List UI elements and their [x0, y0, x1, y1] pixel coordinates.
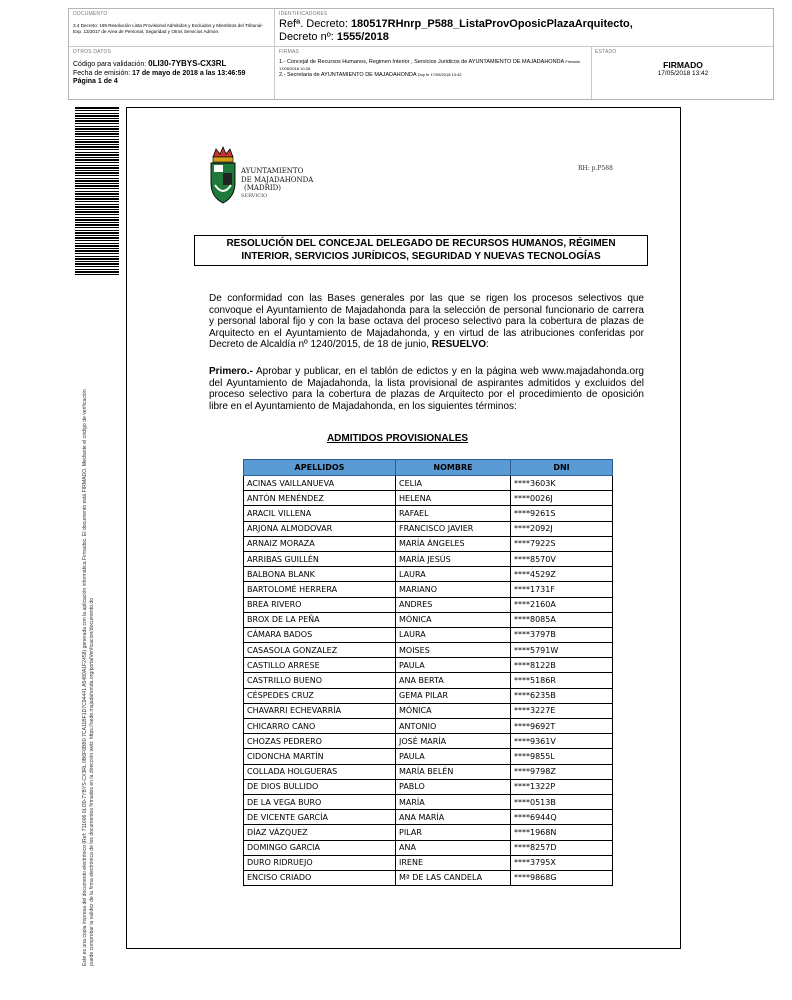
header-nombre: NOMBRE: [396, 460, 511, 476]
codigo-value: 0LI30-7YBYS-CX3RL: [148, 59, 227, 68]
estado-label: ESTADO: [595, 49, 617, 55]
cell-nombre: HELENA: [396, 491, 511, 506]
cell-apellidos: COLLADA HOLGUERAS: [244, 764, 396, 779]
firma2-date: Doy fe 17/05/2018 13:42: [417, 72, 462, 77]
table-row: [244, 643, 613, 658]
cell-dni: ****7922S: [511, 536, 613, 551]
cell-apellidos: CHAVARRI ECHEVARRÍA: [244, 703, 396, 718]
cell-nombre: RAFAEL: [396, 506, 511, 521]
cell-nombre: MARÍA JESÚS: [396, 551, 511, 566]
cell-apellidos: BARTOLOMÉ HERRERA: [244, 582, 396, 597]
cell-nombre: MARÍA BELÉN: [396, 764, 511, 779]
cell-dni: ****6235B: [511, 688, 613, 703]
firmas-label: FIRMAS: [279, 49, 300, 55]
ref-label: Refª. Decreto:: [279, 18, 348, 30]
cell-nombre: Mª DE LAS CANDELA: [396, 870, 511, 885]
cell-dni: ****9261S: [511, 506, 613, 521]
firma1-date: Firmado 17/05/2018 10:28: [279, 59, 581, 71]
cell-nombre: MOISES: [396, 643, 511, 658]
cell-apellidos: CÁMARA BADOS: [244, 627, 396, 642]
ref-code: RH: p.P588: [578, 165, 613, 172]
table-row: [244, 658, 613, 673]
table-row: [244, 627, 613, 642]
cell-nombre: CELIA: [396, 476, 511, 491]
cell-dni: ****3797B: [511, 627, 613, 642]
fecha-label: Fecha de emisión:: [73, 69, 131, 77]
logo-line1: AYUNTAMIENTO: [241, 167, 304, 175]
cell-nombre: ANTONIO: [396, 719, 511, 734]
cell-apellidos: CÉSPEDES CRUZ: [244, 688, 396, 703]
pagina: Página 1 de 4: [73, 78, 118, 85]
cell-dni: ****8570V: [511, 551, 613, 566]
cell-apellidos: CASTILLO ARRESE: [244, 658, 396, 673]
cell-nombre: PILAR: [396, 825, 511, 840]
table-row: [244, 840, 613, 855]
table-row: [244, 521, 613, 536]
cell-dni: ****2092J: [511, 521, 613, 536]
cell-dni: ****0026J: [511, 491, 613, 506]
cell-dni: ****8085A: [511, 612, 613, 627]
cell-dni: ****1322P: [511, 779, 613, 794]
table-row: [244, 734, 613, 749]
decreto-value: 1555/2018: [336, 31, 389, 43]
cell-nombre: LAURA: [396, 567, 511, 582]
barcode: [75, 107, 119, 275]
cell-dni: ****1968N: [511, 825, 613, 840]
identificadores-label: IDENTIFICADORES: [279, 11, 328, 17]
header-apellidos: APELLIDOS: [244, 460, 396, 476]
table-row: [244, 855, 613, 870]
cell-apellidos: DE VICENTE GARCÍA: [244, 810, 396, 825]
cell-apellidos: ARACIL VILLENA: [244, 506, 396, 521]
cell-nombre: PAULA: [396, 749, 511, 764]
cell-dni: ****5791W: [511, 643, 613, 658]
otros-datos-label: OTROS DATOS: [73, 49, 112, 55]
fecha-value: 17 de mayo de 2018 a las 13:46:59: [132, 69, 246, 77]
logo-line4: SERVICIO: [241, 192, 268, 199]
documento-text: 3.4 Decreto: 169 Resolución Lista Provisional Admitidos y Excluidos y Miembros del Tribunal-Exp. 13/2017 de Area de Personal, Seguridad y Otros Servicios Admon.: [73, 23, 263, 34]
cell-dni: ****3227E: [511, 703, 613, 718]
intro-bold: RESUELVO: [431, 339, 486, 350]
cell-nombre: PAULA: [396, 658, 511, 673]
intro-text: De conformidad con las Bases generales por las que se rigen los procesos selectivos que convoque el Ayuntamiento de Majadahonda para la selección de personal funcionario de carrera y personal laboral fijo y con la base octava del proceso selectivo para la cobertura de plazas de Arquitecto en el Ayuntamiento de Majadahonda, y en virtud de las atribuciones conferidas por Decreto de Alcaldía nº 1240/2015, de 18 de junio,: [209, 293, 644, 350]
cell-apellidos: ENCISO CRIADO: [244, 870, 396, 885]
cell-nombre: MARÍA ÁNGELES: [396, 536, 511, 551]
cell-nombre: ANA BERTA: [396, 673, 511, 688]
cell-apellidos: CHOZAS PEDRERO: [244, 734, 396, 749]
cell-nombre: MARIANO: [396, 582, 511, 597]
cell-dni: ****2160A: [511, 597, 613, 612]
intro-paragraph: [209, 293, 644, 351]
cell-dni: ****0513B: [511, 794, 613, 809]
cell-dni: ****8257D: [511, 840, 613, 855]
cell-nombre: ANA: [396, 840, 511, 855]
table-row: [244, 476, 613, 491]
table-row: [244, 794, 613, 809]
cell-apellidos: DE DIOS BULLIDO: [244, 779, 396, 794]
admitidos-table: [243, 459, 613, 886]
cell-apellidos: DOMINGO GARCIA: [244, 840, 396, 855]
table-row: [244, 536, 613, 551]
cell-dni: ****9798Z: [511, 764, 613, 779]
cell-apellidos: ACINAS VAILLANUEVA: [244, 476, 396, 491]
cell-nombre: FRANCISCO JAVIER: [396, 521, 511, 536]
table-row: [244, 703, 613, 718]
cell-apellidos: BALBONA BLANK: [244, 567, 396, 582]
table-row: [244, 567, 613, 582]
cell-apellidos: BROX DE LA PEÑA: [244, 612, 396, 627]
cell-nombre: ANA MARÍA: [396, 810, 511, 825]
table-row: [244, 582, 613, 597]
cell-dni: ****3795X: [511, 855, 613, 870]
cell-apellidos: DE LA VEGA BURO: [244, 794, 396, 809]
cell-apellidos: CIDONCHA MARTÍN: [244, 749, 396, 764]
table-row: [244, 551, 613, 566]
verification-text-line1: Este es una copia impresa del documento electrónico (Ref: 711606 0LI30-7YBYS-CX3RL 0B6F6BB0 7CA11BF1D7C94441 A5480A1F2458) generada con la aplicación informática Firmadoc. El documento está FIRMADO. Mediante el código de verificación: [82, 389, 88, 966]
intro-end: :: [486, 339, 489, 350]
table-row: [244, 825, 613, 840]
table-row: [244, 810, 613, 825]
cell-apellidos: CHICARRO CANO: [244, 719, 396, 734]
cell-dni: ****1731F: [511, 582, 613, 597]
cell-apellidos: CASTRILLO BUENO: [244, 673, 396, 688]
title-line2: INTERIOR, SERVICIOS JURÍDICOS, SEGURIDAD Y NUEVAS TECNOLOGÍAS: [241, 250, 601, 262]
cell-apellidos: ARNAIZ MORAZA: [244, 536, 396, 551]
table-row: [244, 673, 613, 688]
header-dni: DNI: [511, 460, 613, 476]
cell-apellidos: BREA RIVERO: [244, 597, 396, 612]
table-row: [244, 749, 613, 764]
document-header: [68, 8, 774, 100]
resolution-title: [194, 235, 648, 266]
cell-nombre: JOSÉ MARÍA: [396, 734, 511, 749]
cell-dni: ****5186R: [511, 673, 613, 688]
cell-dni: ****4529Z: [511, 567, 613, 582]
table-row: [244, 779, 613, 794]
table-row: [244, 764, 613, 779]
estado-value: FIRMADO: [663, 60, 703, 70]
table-row: [244, 688, 613, 703]
title-line1: RESOLUCIÓN DEL CONCEJAL DELEGADO DE RECURSOS HUMANOS, RÉGIMEN: [226, 238, 616, 249]
firma2: 2.- Secretaria de AYUNTAMIENTO DE MAJADAHONDA: [279, 72, 417, 78]
cell-dni: ****9868G: [511, 870, 613, 885]
documento-label: DOCUMENTO: [73, 11, 108, 17]
table-header-row: [244, 460, 613, 476]
ref-value: 180517RHnrp_P588_ListaProvOposicPlazaArquitecto,: [350, 18, 633, 30]
section-title: ADMITIDOS PROVISIONALES: [326, 433, 469, 444]
cell-dni: ****9692T: [511, 719, 613, 734]
codigo-label: Código para validación:: [73, 61, 147, 68]
verification-text-line2: puede comprobar la validez de la firma electrónica de los documentos firmados en la dirección web: https://sede.majadahonda.org/portalVerificacion/documento.do: [88, 597, 95, 966]
cell-dni: ****9361V: [511, 734, 613, 749]
cell-apellidos: ARRIBAS GUILLÉN: [244, 551, 396, 566]
cell-dni: ****8122B: [511, 658, 613, 673]
cell-dni: ****9855L: [511, 749, 613, 764]
firma1: 1.- Concejal de Recursos Humanos, Regimen Interior , Servicios Juridicos de AYUNTAMIENTO DE MAJADAHONDA: [279, 59, 564, 65]
primero-label: Primero.-: [209, 366, 253, 377]
logo-line2: DE MAJADAHONDA: [241, 175, 314, 184]
cell-apellidos: CASASOLA GONZALEZ: [244, 643, 396, 658]
cell-nombre: MÓNICA: [396, 612, 511, 627]
cell-nombre: PABLO: [396, 779, 511, 794]
primero-paragraph: [209, 366, 644, 412]
table-row: [244, 491, 613, 506]
table-row: [244, 612, 613, 627]
cell-nombre: MÓNICA: [396, 703, 511, 718]
table-body: [244, 476, 613, 886]
cell-dni: ****3603K: [511, 476, 613, 491]
cell-apellidos: ANTÓN MENÉNDEZ: [244, 491, 396, 506]
decreto-label: Decreto nº:: [279, 31, 334, 43]
cell-dni: ****6944Q: [511, 810, 613, 825]
coat-of-arms-logo: [207, 145, 239, 207]
table-row: [244, 506, 613, 521]
cell-nombre: LAURA: [396, 627, 511, 642]
logo-line3: (MADRID): [244, 184, 281, 192]
cell-nombre: MARÍA: [396, 794, 511, 809]
cell-nombre: ANDRES: [396, 597, 511, 612]
cell-apellidos: DÍAZ VÁZQUEZ: [244, 825, 396, 840]
cell-nombre: GEMA PILAR: [396, 688, 511, 703]
cell-apellidos: DURO RIDRUEJO: [244, 855, 396, 870]
cell-nombre: IRENE: [396, 855, 511, 870]
cell-apellidos: ARJONA ALMODOVAR: [244, 521, 396, 536]
primero-text: Aprobar y publicar, en el tablón de edictos y en la página web www.majadahonda.org del Ayuntamiento de Majadahonda, la lista provisional de aspirantes admitidos y excluidos del proceso selectivo para la cobertura de plazas de Arquitecto por el procedimiento de oposición libre en el Ayuntamiento de Majadahonda, en los siguientes términos:: [209, 366, 644, 412]
table-row: [244, 597, 613, 612]
estado-date: 17/05/2018 13:42: [657, 70, 709, 77]
table-row: [244, 870, 613, 885]
table-row: [244, 719, 613, 734]
